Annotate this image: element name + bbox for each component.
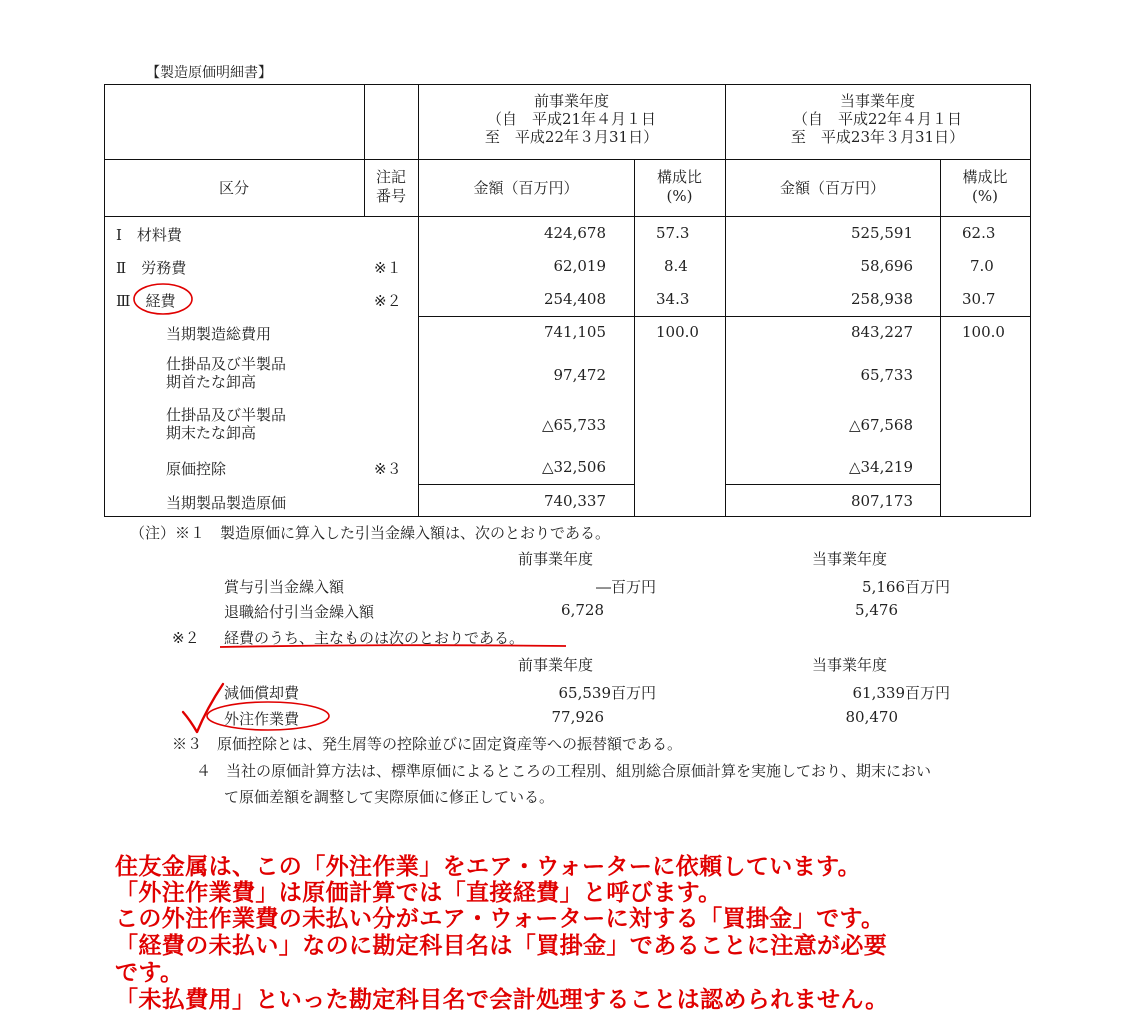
curr-amount: △34,219 xyxy=(848,458,913,476)
note-2-item-curr: 61,339百万円 xyxy=(852,684,950,702)
row-label: Ⅱ 労務費 xyxy=(116,259,187,277)
prev-ratio: 57.3 xyxy=(656,224,690,242)
curr-amount: 525,591 xyxy=(850,224,913,242)
note-2-item-label: 外注作業費 xyxy=(224,710,300,728)
commentary-line: 住友金属は、この「外注作業」をエア・ウォーターに依頼しています。 xyxy=(115,854,862,880)
row-label: 当期製造総費用 xyxy=(166,325,272,343)
note-2-prev-label: 前事業年度 xyxy=(518,656,594,674)
prev-ratio: 34.3 xyxy=(656,290,690,308)
prev-amount: 740,337 xyxy=(543,492,606,510)
col-curr-ratio: 構成比 (%) xyxy=(962,168,1008,205)
row-label: 原価控除 xyxy=(166,460,227,478)
note-1-item-curr: 5,166百万円 xyxy=(862,578,950,596)
row-label: 当期製品製造原価 xyxy=(166,494,287,512)
note-2-mark: ※２ xyxy=(172,629,200,647)
note-2-item-curr: 80,470 xyxy=(845,708,898,726)
note-2-item-prev: 77,926 xyxy=(551,708,604,726)
note-number: ※２ xyxy=(374,292,402,310)
col-category: 区分 xyxy=(218,179,249,197)
check-mark xyxy=(183,684,223,732)
col-prev-ratio: 構成比 (%) xyxy=(656,168,702,205)
curr-amount: 807,173 xyxy=(850,492,913,510)
note-2-item-label: 減価償却費 xyxy=(224,684,300,702)
note-2-curr-label: 当事業年度 xyxy=(812,656,888,674)
prev-amount: 254,408 xyxy=(543,290,606,308)
curr-amount: △67,568 xyxy=(848,416,913,434)
row-label: Ⅰ 材料費 xyxy=(116,226,182,244)
note-1-item-curr: 5,476 xyxy=(855,601,898,619)
commentary-line: 「未払費用」といった勘定科目名で会計処理することは認められません。 xyxy=(115,987,889,1013)
prev-amount: 741,105 xyxy=(543,323,606,341)
note-2-item-prev: 65,539百万円 xyxy=(558,684,656,702)
curr-amount: 258,938 xyxy=(850,290,913,308)
commentary-line: この外注作業費の未払い分がエア・ウォーターに対する「買掛金」です。 xyxy=(115,906,885,932)
prev-ratio: 100.0 xyxy=(656,323,699,341)
document-title: 【製造原価明細書】 xyxy=(146,65,272,81)
note-number: ※３ xyxy=(374,460,402,478)
row-label: Ⅲ 経費 xyxy=(116,292,176,310)
prev-amount: △32,506 xyxy=(541,458,606,476)
curr-amount: 58,696 xyxy=(860,257,913,275)
commentary-line: です。 xyxy=(115,960,184,986)
prev-amount: △65,733 xyxy=(541,416,606,434)
prev-amount: 424,678 xyxy=(543,224,606,242)
curr-ratio: 100.0 xyxy=(962,323,1005,341)
note-3: ※３ 原価控除とは、発生屑等の控除並びに固定資産等への振替額である。 xyxy=(172,735,683,753)
col-prev-amount: 金額（百万円） xyxy=(473,179,579,197)
row-label: 仕掛品及び半製品 期末たな卸高 xyxy=(166,406,287,442)
curr-ratio: 7.0 xyxy=(970,257,994,275)
row-label: 仕掛品及び半製品 期首たな卸高 xyxy=(166,355,287,391)
note-1-item-prev: 6,728 xyxy=(561,601,604,619)
curr-ratio: 62.3 xyxy=(962,224,996,242)
note-1-item-label: 退職給付引当金繰入額 xyxy=(224,603,375,621)
note-1-item-prev: ―百万円 xyxy=(595,578,656,596)
note-number: ※１ xyxy=(374,259,402,277)
note-1-curr-label: 当事業年度 xyxy=(812,550,888,568)
col-note: 注記 番号 xyxy=(375,168,406,205)
prev-amount: 62,019 xyxy=(553,257,606,275)
note-4-line-1: ４ 当社の原価計算方法は、標準原価によるところの工程別、組別総合原価計算を実施しており、期末におい xyxy=(196,762,932,780)
commentary-line: 「外注作業費」は原価計算では「直接経費」と呼びます。 xyxy=(115,880,722,906)
curr-period-header: 当事業年度 （自 平成22年４月１日 至 平成23年３月31日） xyxy=(790,92,965,146)
curr-amount: 843,227 xyxy=(850,323,913,341)
prev-period-header: 前事業年度 （自 平成21年４月１日 至 平成22年３月31日） xyxy=(484,92,659,146)
commentary-line: 「経費の未払い」なのに勘定科目名は「買掛金」であることに注意が必要 xyxy=(115,933,888,959)
note-2-text: 経費のうち、主なものは次のとおりである。 xyxy=(224,629,525,647)
note-1-item-label: 賞与引当金繰入額 xyxy=(224,578,345,596)
curr-amount: 65,733 xyxy=(860,366,913,384)
curr-ratio: 30.7 xyxy=(962,290,996,308)
prev-amount: 97,472 xyxy=(553,366,606,384)
col-curr-amount: 金額（百万円） xyxy=(779,179,885,197)
note-1-heading: （注）※１ 製造原価に算入した引当金繰入額は、次のとおりである。 xyxy=(130,524,611,542)
prev-ratio: 8.4 xyxy=(664,257,688,275)
note-1-prev-label: 前事業年度 xyxy=(518,550,594,568)
note-4-line-2: て原価差額を調整して実際原価に修正している。 xyxy=(224,788,555,806)
